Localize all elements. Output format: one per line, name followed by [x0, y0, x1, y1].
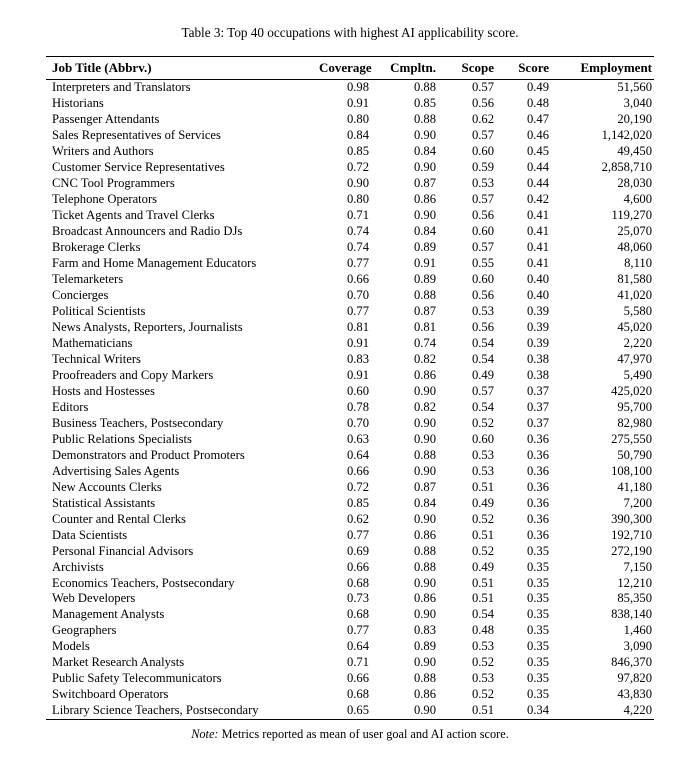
- table-row: [46, 447, 654, 463]
- column-header-employment: Employment: [549, 57, 654, 80]
- cmpltn-cell: 0.82: [413, 351, 436, 366]
- job-title-cell: Technical Writers: [52, 351, 141, 366]
- job-title-cell: Advertising Sales Agents: [52, 463, 180, 478]
- cmpltn-cell: 0.83: [413, 623, 436, 638]
- table-row: [46, 208, 654, 224]
- job-title-cell: Public Safety Telecommunicators: [52, 671, 222, 686]
- cmpltn-cell: 0.87: [413, 479, 436, 494]
- scope-cell: 0.56: [471, 96, 494, 111]
- coverage-cell: 0.70: [346, 288, 369, 303]
- cmpltn-cell: 0.90: [413, 383, 436, 398]
- table-row: [46, 367, 654, 383]
- scope-cell: 0.53: [471, 671, 494, 686]
- note-label: Note:: [191, 726, 219, 741]
- scope-cell: 0.57: [471, 80, 494, 95]
- scope-cell: 0.56: [471, 320, 494, 335]
- job-title-cell: Public Relations Specialists: [52, 431, 192, 446]
- cmpltn-cell: 0.88: [413, 112, 436, 127]
- coverage-cell: 0.85: [346, 495, 369, 510]
- score-cell: 0.44: [526, 160, 549, 175]
- coverage-cell: 0.77: [346, 256, 369, 271]
- employment-cell: 49,450: [617, 144, 652, 159]
- scope-cell: 0.59: [471, 160, 494, 175]
- score-cell: 0.47: [526, 112, 549, 127]
- cmpltn-cell: 0.81: [413, 320, 436, 335]
- scope-cell: 0.60: [471, 431, 494, 446]
- scope-cell: 0.53: [471, 639, 494, 654]
- table-row: [46, 288, 654, 304]
- score-cell: 0.49: [526, 80, 549, 95]
- cmpltn-cell: 0.90: [413, 575, 436, 590]
- cmpltn-cell: 0.84: [413, 144, 436, 159]
- cmpltn-cell: 0.88: [413, 559, 436, 574]
- scope-cell: 0.62: [471, 112, 494, 127]
- employment-cell: 846,370: [611, 655, 652, 670]
- job-title-cell: Broadcast Announcers and Radio DJs: [52, 224, 243, 239]
- table-row: [46, 336, 654, 352]
- employment-cell: 7,150: [623, 559, 652, 574]
- table-row: [46, 351, 654, 367]
- table-row: [46, 128, 654, 144]
- employment-cell: 28,030: [617, 176, 652, 191]
- cmpltn-cell: 0.89: [413, 240, 436, 255]
- scope-cell: 0.60: [471, 272, 494, 287]
- column-header-cmpltn: Cmpltn.: [369, 57, 436, 80]
- cmpltn-cell: 0.86: [413, 687, 436, 702]
- scope-cell: 0.52: [471, 655, 494, 670]
- coverage-cell: 0.62: [346, 511, 369, 526]
- employment-cell: 192,710: [611, 527, 652, 542]
- score-cell: 0.35: [526, 655, 549, 670]
- coverage-cell: 0.85: [346, 144, 369, 159]
- table-row: [46, 272, 654, 288]
- scope-cell: 0.52: [471, 415, 494, 430]
- cmpltn-cell: 0.85: [413, 96, 436, 111]
- job-title-cell: Passenger Attendants: [52, 112, 160, 127]
- coverage-cell: 0.70: [346, 415, 369, 430]
- job-title-cell: Demonstrators and Product Promoters: [52, 447, 245, 462]
- job-title-cell: Models: [52, 639, 90, 654]
- employment-cell: 5,580: [623, 304, 652, 319]
- cmpltn-cell: 0.90: [413, 463, 436, 478]
- job-title-cell: Farm and Home Management Educators: [52, 256, 257, 271]
- table-row: [46, 399, 654, 415]
- employment-cell: 82,980: [617, 415, 652, 430]
- score-cell: 0.35: [526, 671, 549, 686]
- employment-cell: 4,600: [623, 192, 652, 207]
- coverage-cell: 0.72: [346, 479, 369, 494]
- cmpltn-cell: 0.91: [413, 256, 436, 271]
- employment-cell: 390,300: [611, 511, 652, 526]
- employment-cell: 4,220: [623, 703, 652, 718]
- score-cell: 0.39: [526, 320, 549, 335]
- scope-cell: 0.57: [471, 192, 494, 207]
- employment-cell: 51,560: [617, 80, 652, 95]
- table-row: [46, 559, 654, 575]
- cmpltn-cell: 0.90: [413, 655, 436, 670]
- score-cell: 0.39: [526, 304, 549, 319]
- cmpltn-cell: 0.88: [413, 543, 436, 558]
- coverage-cell: 0.69: [346, 543, 369, 558]
- employment-cell: 7,200: [623, 495, 652, 510]
- scope-cell: 0.57: [471, 240, 494, 255]
- coverage-cell: 0.77: [346, 304, 369, 319]
- score-cell: 0.35: [526, 687, 549, 702]
- employment-cell: 85,350: [617, 591, 652, 606]
- table-row: [46, 607, 654, 623]
- employment-cell: 2,220: [623, 335, 652, 350]
- scope-cell: 0.54: [471, 335, 494, 350]
- job-title-cell: News Analysts, Reporters, Journalists: [52, 320, 243, 335]
- column-header-score: Score: [494, 57, 549, 80]
- employment-cell: 425,020: [611, 383, 652, 398]
- cmpltn-cell: 0.88: [413, 288, 436, 303]
- job-title-cell: Brokerage Clerks: [52, 240, 141, 255]
- job-title-cell: Library Science Teachers, Postsecondary: [52, 703, 259, 718]
- table-row: [46, 304, 654, 320]
- scope-cell: 0.49: [471, 559, 494, 574]
- table-row: [46, 96, 654, 112]
- column-header-job-title: Job Title (Abbrv.): [46, 57, 319, 80]
- coverage-cell: 0.74: [346, 224, 369, 239]
- job-title-cell: Statistical Assistants: [52, 495, 156, 510]
- employment-cell: 25,070: [617, 224, 652, 239]
- table-row: [46, 224, 654, 240]
- employment-cell: 95,700: [617, 399, 652, 414]
- job-title-cell: Economics Teachers, Postsecondary: [52, 575, 235, 590]
- table-row: [46, 80, 654, 96]
- employment-cell: 3,040: [623, 96, 652, 111]
- coverage-cell: 0.84: [346, 128, 369, 143]
- scope-cell: 0.53: [471, 463, 494, 478]
- table-row: [46, 176, 654, 192]
- scope-cell: 0.60: [471, 224, 494, 239]
- employment-cell: 41,180: [617, 479, 652, 494]
- cmpltn-cell: 0.90: [413, 607, 436, 622]
- table-row: [46, 192, 654, 208]
- employment-cell: 5,490: [623, 367, 652, 382]
- scope-cell: 0.48: [471, 623, 494, 638]
- score-cell: 0.35: [526, 623, 549, 638]
- coverage-cell: 0.91: [346, 367, 369, 382]
- cmpltn-cell: 0.88: [413, 447, 436, 462]
- score-cell: 0.48: [526, 96, 549, 111]
- cmpltn-cell: 0.90: [413, 415, 436, 430]
- scope-cell: 0.60: [471, 144, 494, 159]
- scope-cell: 0.57: [471, 383, 494, 398]
- employment-cell: 45,020: [617, 320, 652, 335]
- score-cell: 0.42: [526, 192, 549, 207]
- employment-cell: 20,190: [617, 112, 652, 127]
- coverage-cell: 0.65: [346, 703, 369, 718]
- cmpltn-cell: 0.84: [413, 224, 436, 239]
- score-cell: 0.36: [526, 527, 549, 542]
- occupations-table-body: [46, 80, 654, 720]
- job-title-cell: Interpreters and Translators: [52, 80, 191, 95]
- scope-cell: 0.54: [471, 351, 494, 366]
- cmpltn-cell: 0.84: [413, 495, 436, 510]
- job-title-cell: CNC Tool Programmers: [52, 176, 175, 191]
- note-text: Metrics reported as mean of user goal and AI action score.: [221, 726, 509, 741]
- employment-cell: 12,210: [617, 575, 652, 590]
- score-cell: 0.41: [526, 208, 549, 223]
- coverage-cell: 0.64: [346, 447, 369, 462]
- coverage-cell: 0.68: [346, 575, 369, 590]
- scope-cell: 0.51: [471, 591, 494, 606]
- employment-cell: 1,460: [623, 623, 652, 638]
- table-row: [46, 431, 654, 447]
- coverage-cell: 0.81: [346, 320, 369, 335]
- scope-cell: 0.54: [471, 607, 494, 622]
- cmpltn-cell: 0.87: [413, 176, 436, 191]
- score-cell: 0.38: [526, 351, 549, 366]
- occupations-table: [46, 56, 654, 720]
- employment-cell: 3,090: [623, 639, 652, 654]
- job-title-cell: Counter and Rental Clerks: [52, 511, 186, 526]
- job-title-cell: Geographers: [52, 623, 117, 638]
- scope-cell: 0.53: [471, 447, 494, 462]
- coverage-cell: 0.66: [346, 671, 369, 686]
- score-cell: 0.35: [526, 559, 549, 574]
- cmpltn-cell: 0.86: [413, 591, 436, 606]
- coverage-cell: 0.60: [346, 383, 369, 398]
- employment-cell: 1,142,020: [601, 128, 652, 143]
- score-cell: 0.46: [526, 128, 549, 143]
- employment-cell: 47,970: [617, 351, 652, 366]
- table-row: [46, 415, 654, 431]
- job-title-cell: Switchboard Operators: [52, 687, 169, 702]
- coverage-cell: 0.72: [346, 160, 369, 175]
- job-title-cell: New Accounts Clerks: [52, 479, 162, 494]
- score-cell: 0.36: [526, 511, 549, 526]
- scope-cell: 0.57: [471, 128, 494, 143]
- employment-cell: 50,790: [617, 447, 652, 462]
- scope-cell: 0.49: [471, 495, 494, 510]
- score-cell: 0.38: [526, 367, 549, 382]
- score-cell: 0.39: [526, 335, 549, 350]
- score-cell: 0.40: [526, 272, 549, 287]
- column-header-coverage: Coverage: [319, 57, 369, 80]
- job-title-cell: Archivists: [52, 559, 104, 574]
- table-row: [46, 511, 654, 527]
- score-cell: 0.37: [526, 383, 549, 398]
- coverage-cell: 0.80: [346, 112, 369, 127]
- table-row: [46, 671, 654, 687]
- scope-cell: 0.49: [471, 367, 494, 382]
- table-row: [46, 112, 654, 128]
- score-cell: 0.37: [526, 399, 549, 414]
- table-row: [46, 479, 654, 495]
- coverage-cell: 0.68: [346, 687, 369, 702]
- employment-cell: 838,140: [611, 607, 652, 622]
- job-title-cell: Writers and Authors: [52, 144, 154, 159]
- cmpltn-cell: 0.82: [413, 399, 436, 414]
- job-title-cell: Ticket Agents and Travel Clerks: [52, 208, 215, 223]
- score-cell: 0.36: [526, 495, 549, 510]
- scope-cell: 0.53: [471, 176, 494, 191]
- coverage-cell: 0.98: [346, 80, 369, 95]
- coverage-cell: 0.73: [346, 591, 369, 606]
- cmpltn-cell: 0.74: [413, 335, 436, 350]
- employment-cell: 275,550: [611, 431, 652, 446]
- column-header-scope: Scope: [436, 57, 494, 80]
- score-cell: 0.40: [526, 288, 549, 303]
- cmpltn-cell: 0.90: [413, 431, 436, 446]
- coverage-cell: 0.71: [346, 208, 369, 223]
- job-title-cell: Telephone Operators: [52, 192, 158, 207]
- table-row: [46, 320, 654, 336]
- job-title-cell: Management Analysts: [52, 607, 165, 622]
- table-row: [46, 463, 654, 479]
- job-title-cell: Business Teachers, Postsecondary: [52, 415, 224, 430]
- table-row: [46, 527, 654, 543]
- cmpltn-cell: 0.90: [413, 511, 436, 526]
- score-cell: 0.41: [526, 240, 549, 255]
- coverage-cell: 0.91: [346, 96, 369, 111]
- scope-cell: 0.52: [471, 687, 494, 702]
- cmpltn-cell: 0.90: [413, 703, 436, 718]
- coverage-cell: 0.63: [346, 431, 369, 446]
- employment-cell: 81,580: [617, 272, 652, 287]
- employment-cell: 41,020: [617, 288, 652, 303]
- scope-cell: 0.51: [471, 575, 494, 590]
- score-cell: 0.36: [526, 463, 549, 478]
- table-row: [46, 655, 654, 671]
- coverage-cell: 0.77: [346, 527, 369, 542]
- coverage-cell: 0.77: [346, 623, 369, 638]
- table-row: [46, 703, 654, 719]
- coverage-cell: 0.91: [346, 335, 369, 350]
- score-cell: 0.41: [526, 224, 549, 239]
- cmpltn-cell: 0.89: [413, 272, 436, 287]
- coverage-cell: 0.71: [346, 655, 369, 670]
- employment-cell: 2,858,710: [601, 160, 652, 175]
- scope-cell: 0.53: [471, 304, 494, 319]
- job-title-cell: Data Scientists: [52, 527, 128, 542]
- coverage-cell: 0.68: [346, 607, 369, 622]
- table-row: [46, 383, 654, 399]
- table-row: [46, 543, 654, 559]
- score-cell: 0.35: [526, 639, 549, 654]
- job-title-cell: Historians: [52, 96, 104, 111]
- score-cell: 0.35: [526, 543, 549, 558]
- score-cell: 0.36: [526, 479, 549, 494]
- scope-cell: 0.51: [471, 703, 494, 718]
- coverage-cell: 0.90: [346, 176, 369, 191]
- job-title-cell: Personal Financial Advisors: [52, 543, 194, 558]
- job-title-cell: Concierges: [52, 288, 109, 303]
- score-cell: 0.35: [526, 591, 549, 606]
- score-cell: 0.35: [526, 607, 549, 622]
- cmpltn-cell: 0.88: [413, 80, 436, 95]
- score-cell: 0.36: [526, 447, 549, 462]
- job-title-cell: Political Scientists: [52, 304, 146, 319]
- table-row: [46, 639, 654, 655]
- table-caption: Table 3: Top 40 occupations with highest AI applicability score.: [181, 25, 519, 40]
- cmpltn-cell: 0.86: [413, 367, 436, 382]
- score-cell: 0.34: [526, 703, 549, 718]
- scope-cell: 0.52: [471, 543, 494, 558]
- job-title-cell: Sales Representatives of Services: [52, 128, 221, 143]
- table-note: [0, 727, 700, 742]
- cmpltn-cell: 0.87: [413, 304, 436, 319]
- employment-cell: 43,830: [617, 687, 652, 702]
- cmpltn-cell: 0.89: [413, 639, 436, 654]
- table-row: [46, 240, 654, 256]
- cmpltn-cell: 0.86: [413, 527, 436, 542]
- job-title-cell: Proofreaders and Copy Markers: [52, 367, 214, 382]
- job-title-cell: Web Developers: [52, 591, 136, 606]
- table-header-row: [46, 57, 654, 80]
- job-title-cell: Mathematicians: [52, 335, 133, 350]
- coverage-cell: 0.83: [346, 351, 369, 366]
- coverage-cell: 0.64: [346, 639, 369, 654]
- coverage-cell: 0.66: [346, 559, 369, 574]
- score-cell: 0.45: [526, 144, 549, 159]
- scope-cell: 0.54: [471, 399, 494, 414]
- employment-cell: 119,270: [611, 208, 652, 223]
- table-row: [46, 623, 654, 639]
- employment-cell: 97,820: [617, 671, 652, 686]
- job-title-cell: Editors: [52, 399, 89, 414]
- employment-cell: 48,060: [617, 240, 652, 255]
- job-title-cell: Customer Service Representatives: [52, 160, 225, 175]
- job-title-cell: Hosts and Hostesses: [52, 383, 155, 398]
- scope-cell: 0.56: [471, 208, 494, 223]
- score-cell: 0.35: [526, 575, 549, 590]
- table-row: [46, 160, 654, 176]
- table-row: [46, 575, 654, 591]
- score-cell: 0.37: [526, 415, 549, 430]
- scope-cell: 0.51: [471, 479, 494, 494]
- table-row: [46, 144, 654, 160]
- scope-cell: 0.55: [471, 256, 494, 271]
- cmpltn-cell: 0.90: [413, 208, 436, 223]
- score-cell: 0.44: [526, 176, 549, 191]
- coverage-cell: 0.66: [346, 272, 369, 287]
- employment-cell: 8,110: [624, 256, 652, 271]
- cmpltn-cell: 0.90: [413, 128, 436, 143]
- score-cell: 0.41: [526, 256, 549, 271]
- table-row: [46, 687, 654, 703]
- cmpltn-cell: 0.88: [413, 671, 436, 686]
- coverage-cell: 0.80: [346, 192, 369, 207]
- table-row: [46, 256, 654, 272]
- coverage-cell: 0.74: [346, 240, 369, 255]
- job-title-cell: Telemarketers: [52, 272, 124, 287]
- scope-cell: 0.52: [471, 511, 494, 526]
- table-row: [46, 495, 654, 511]
- employment-cell: 108,100: [611, 463, 652, 478]
- table-row: [46, 591, 654, 607]
- score-cell: 0.36: [526, 431, 549, 446]
- scope-cell: 0.51: [471, 527, 494, 542]
- cmpltn-cell: 0.90: [413, 160, 436, 175]
- coverage-cell: 0.78: [346, 399, 369, 414]
- job-title-cell: Market Research Analysts: [52, 655, 185, 670]
- employment-cell: 272,190: [611, 543, 652, 558]
- coverage-cell: 0.66: [346, 463, 369, 478]
- scope-cell: 0.56: [471, 288, 494, 303]
- cmpltn-cell: 0.86: [413, 192, 436, 207]
